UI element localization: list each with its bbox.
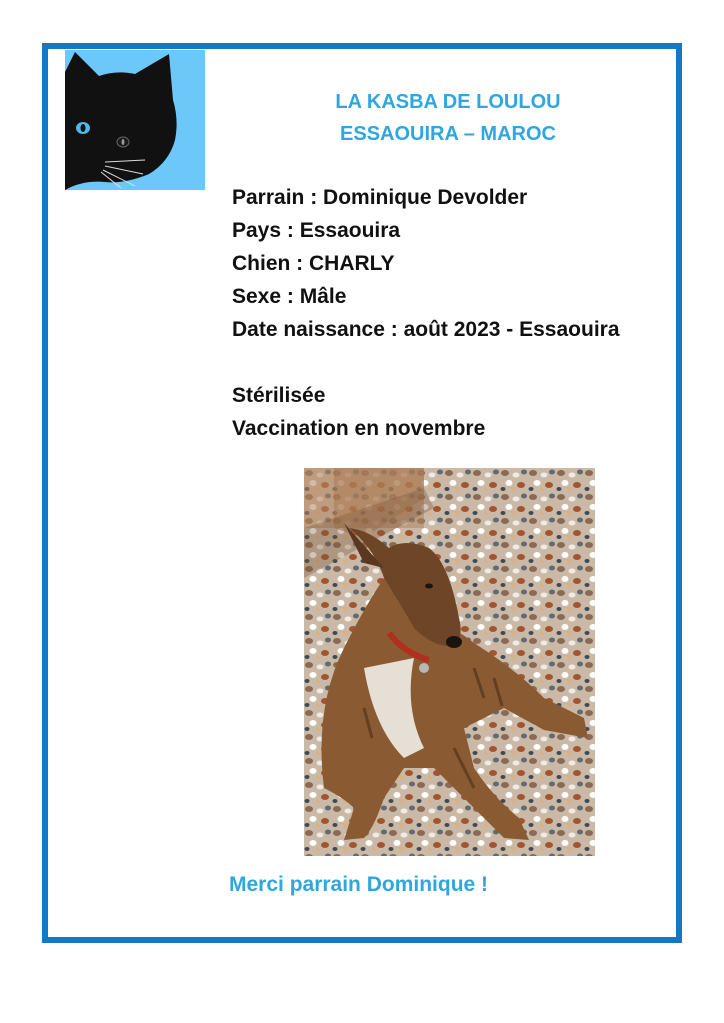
shelter-name: LA KASBA DE LOULOU	[335, 91, 561, 113]
country-line: Pays : Essaouira	[232, 219, 401, 242]
sex-line: Sexe : Mâle	[232, 285, 347, 308]
dog-name-line: Chien : CHARLY	[232, 252, 395, 275]
cat-logo	[65, 50, 205, 190]
birth-date-line: Date naissance : août 2023 - Essaouira	[232, 318, 620, 341]
shelter-header	[258, 86, 638, 150]
black-cat-icon	[65, 50, 205, 190]
thanks-message: Merci parrain Dominique !	[229, 873, 489, 896]
sponsor-line: Parrain : Dominique Devolder	[232, 186, 528, 209]
spacer	[232, 346, 620, 379]
dog-photo	[304, 468, 595, 856]
dog-info	[232, 181, 620, 445]
vaccination-line: Vaccination en novembre	[232, 417, 486, 440]
sterilisation-line: Stérilisée	[232, 384, 326, 407]
shelter-location: ESSAOUIRA – MAROC	[340, 123, 556, 145]
dog-photo-illustration	[304, 468, 595, 856]
